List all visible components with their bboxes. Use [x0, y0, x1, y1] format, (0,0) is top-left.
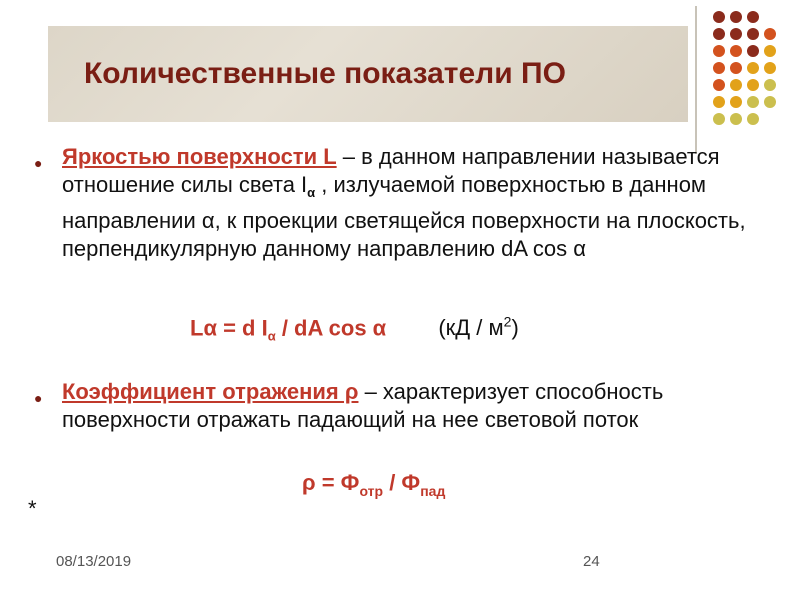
formula1-sub: α	[267, 328, 276, 344]
slide-title: Количественные показатели ПО	[84, 57, 566, 90]
decorative-dot	[730, 45, 742, 57]
decorative-divider	[695, 6, 697, 154]
decorative-dot	[747, 45, 759, 57]
decorative-dot	[730, 79, 742, 91]
decorative-dot	[764, 45, 776, 57]
decorative-dot	[730, 96, 742, 108]
bullet-marker-icon: ●	[34, 155, 43, 171]
formula2-mid: / Ф	[383, 470, 421, 495]
decorative-dot	[713, 113, 725, 125]
luminance-text-a: – в данном направлении называется отношение силы света I	[62, 144, 720, 197]
decorative-dot	[747, 79, 759, 91]
decorative-dot	[713, 11, 725, 23]
bullet-marker-icon: ●	[34, 390, 43, 406]
decorative-dot-grid	[713, 11, 793, 131]
decorative-dot	[747, 113, 759, 125]
decorative-dot	[747, 62, 759, 74]
formula1-right: / dA cos α	[275, 315, 387, 341]
decorative-dot	[713, 62, 725, 74]
formula1-left: Lα = d I	[190, 315, 268, 341]
bullet-paragraph-reflectance	[30, 378, 765, 434]
decorative-dot	[713, 79, 725, 91]
decorative-dot	[747, 96, 759, 108]
luminance-text-b: , излучаемой поверхностью в данном направлении α, к проекции светящейся поверхности на плоскость, перпендикулярную данному направлению dA cos α	[62, 172, 746, 261]
formula-reflectance	[302, 470, 445, 499]
decorative-dot	[764, 62, 776, 74]
decorative-dot	[747, 11, 759, 23]
footer-date: 08/13/2019	[56, 553, 132, 570]
reflectance-text: – характеризует способность поверхности отражать падающий на нее световой поток	[62, 379, 664, 432]
formula-luminance	[190, 314, 519, 343]
decorative-dot	[764, 96, 776, 108]
decorative-dot	[747, 28, 759, 40]
unit-sup: 2	[503, 314, 512, 330]
unit-close: )	[511, 315, 519, 341]
bullet-paragraph-luminance	[30, 143, 765, 263]
formula1-unit	[438, 315, 518, 340]
formula2-sub2: пад	[420, 483, 446, 499]
formula2-sub1: отр	[359, 483, 384, 499]
decorative-dot	[730, 113, 742, 125]
decorative-dot	[764, 79, 776, 91]
footer-page-number: 24	[583, 553, 600, 570]
luminance-sub-alpha: α	[307, 185, 316, 200]
decorative-dot	[764, 28, 776, 40]
formula2-left: ρ = Ф	[302, 470, 360, 495]
term-luminance: Яркостью поверхности L	[62, 144, 337, 169]
decorative-dot	[730, 28, 742, 40]
star-marker: *	[28, 496, 37, 521]
decorative-dot	[713, 45, 725, 57]
unit-open: (кД / м	[438, 315, 504, 341]
decorative-dot	[713, 28, 725, 40]
term-reflectance: Коэффициент отражения ρ	[62, 379, 359, 404]
decorative-dot	[713, 96, 725, 108]
decorative-dot	[730, 11, 742, 23]
decorative-dot	[730, 62, 742, 74]
